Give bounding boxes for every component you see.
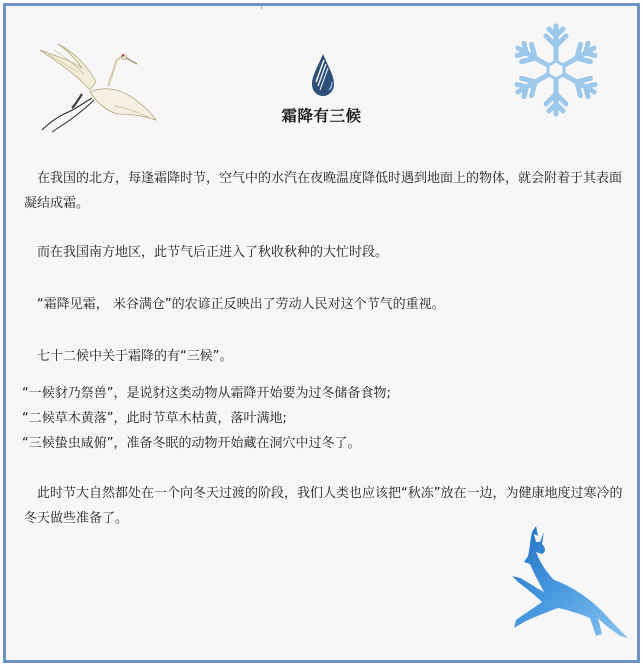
leaping-deer-illustration — [506, 522, 630, 646]
page-title: 霜降有三候 — [281, 107, 362, 125]
paragraph-closing: 此时节大自然都处在一个向冬天过渡的阶段，我们人类也应该把“秋冻”放在一边，为健康地度过寒冷的冬天做些准备了。 — [24, 486, 623, 526]
paragraph-south: 而在我国南方地区，此节气后正进入了秋收秋种的大忙时段。 — [24, 245, 389, 260]
snowflake-icon — [506, 20, 606, 120]
hou-item-3: “三候蛰虫咸俯”，准备冬眠的动物开始藏在洞穴中过冬了。 — [22, 436, 361, 451]
paragraph-three-hou: 七十二候中关于霜降的有“三候”。 — [24, 349, 233, 364]
hou-item-1: “一候豺乃祭兽”，是说豺这类动物从霜降开始要为过冬储备食物; — [22, 386, 391, 401]
hou-item-2: “二候草木黄落”，此时节草木枯黄，落叶满地; — [22, 411, 287, 426]
water-drop-icon — [308, 52, 338, 98]
content-card — [3, 3, 640, 663]
paragraph-north: 在我国的北方，每逢霜降时节，空气中的水汽在夜晚温度降低时遇到地面上的物体，就会附着于其表面凝结成霜。 — [24, 171, 623, 211]
paragraph-proverb: “霜降见霜， 米谷满仓”的农谚正反映出了劳动人民对这个节气的重视。 — [24, 297, 445, 312]
top-divider — [261, 6, 262, 9]
